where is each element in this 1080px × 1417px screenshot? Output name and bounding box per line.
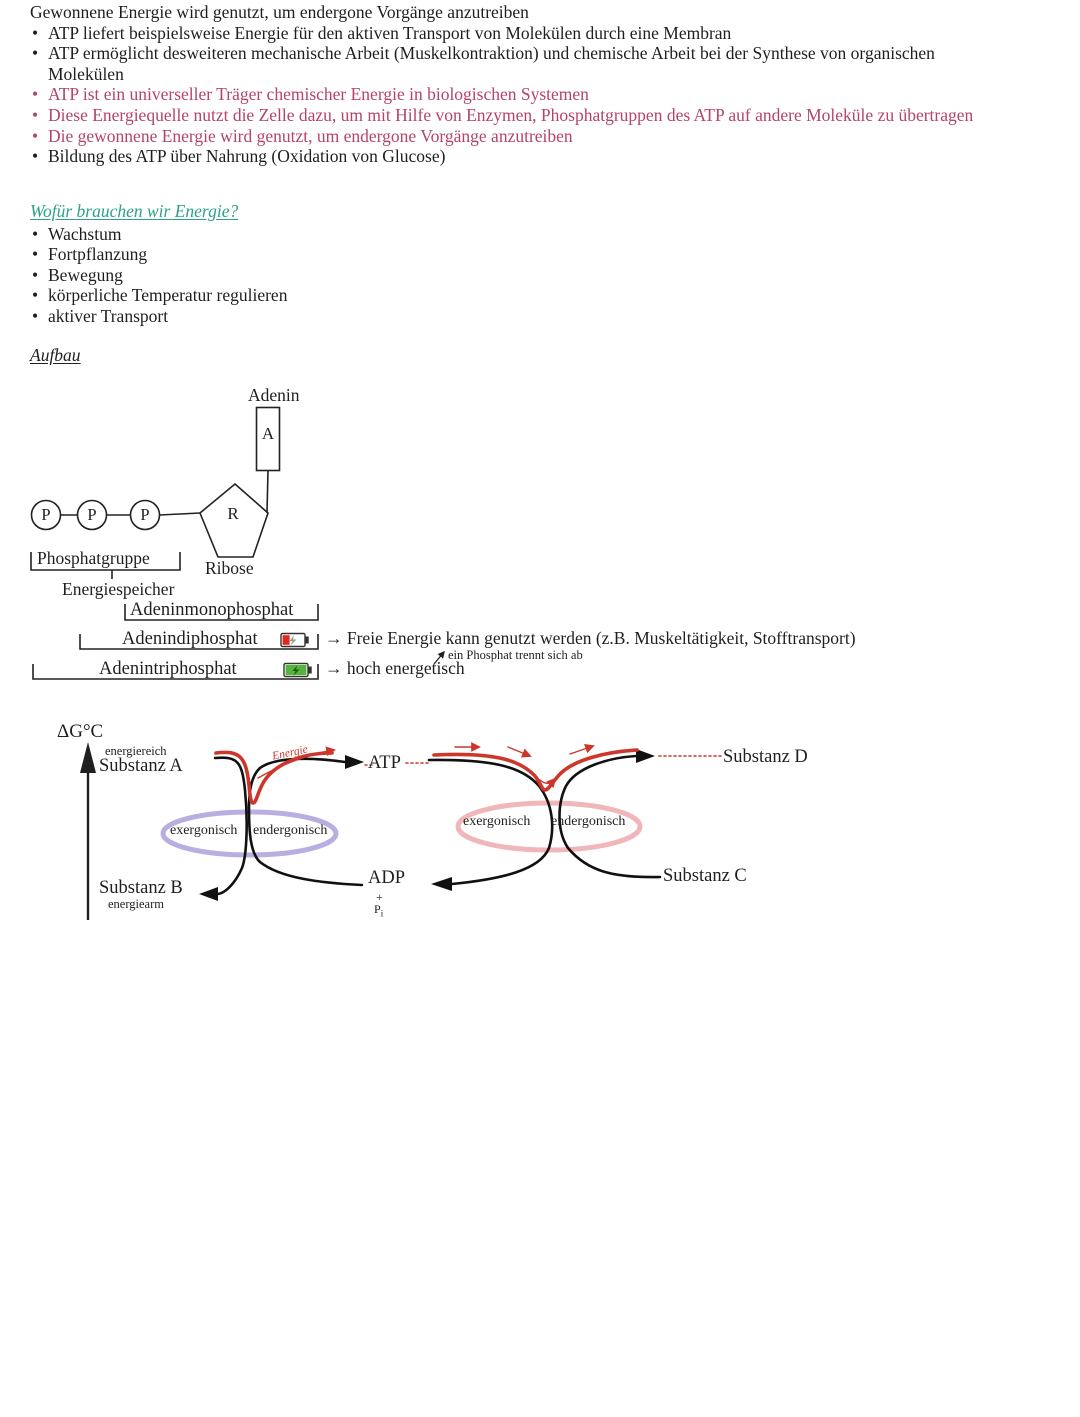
adp-note: → Freie Energie kann genutzt werden (z.B. Muskeltätigkeit, Stofftransport) xyxy=(325,628,856,648)
endergonisch-label-right: endergonisch xyxy=(551,814,626,829)
bullet-item xyxy=(30,23,995,44)
atp-annotation: ein Phosphat trennt sich ab xyxy=(448,648,583,662)
adp-node-label: ADP xyxy=(368,868,406,888)
bullet-text: Bildung des ATP über Nahrung (Oxidation von Glucose) xyxy=(48,146,446,167)
energie-label: Energie xyxy=(271,743,309,763)
bullet-text: körperliche Temperatur regulieren xyxy=(48,285,288,306)
bullet-text: ATP ermöglicht desweiteren mechanische Arbeit (Muskelkontraktion) und chemische Arbeit bei der Synthese von organischen Molekülen xyxy=(48,43,935,84)
pi-subscript: i xyxy=(380,908,384,919)
arrowhead-substanz-b xyxy=(199,887,218,901)
red-flow-arrow xyxy=(508,747,530,756)
top-text-block xyxy=(30,2,995,167)
dg-axis xyxy=(80,742,96,920)
bullet-text: aktiver Transport xyxy=(48,305,169,326)
arrowhead-atp xyxy=(345,755,364,769)
bullet-marker xyxy=(32,146,38,167)
substanz-a-label: Substanz A xyxy=(99,756,183,776)
bullet-text: Bewegung xyxy=(48,264,123,285)
battery-full-icon xyxy=(284,664,312,677)
bullet-marker xyxy=(32,43,38,64)
energiereich-label: energiereich xyxy=(105,744,167,758)
bullet-marker xyxy=(32,84,38,105)
pi-label xyxy=(374,902,383,918)
energiearm-label: energiearm xyxy=(108,897,164,911)
phosphate-ribose-bond xyxy=(160,513,201,515)
bullet-item xyxy=(30,224,995,245)
bullet-marker xyxy=(32,105,38,126)
adp-label: Adenindiphosphat xyxy=(122,629,258,649)
bullet-item xyxy=(30,146,995,167)
dg-axis-label: ΔG°C xyxy=(57,721,104,742)
energiespeicher-label: Energiespeicher xyxy=(62,579,175,599)
bullet-text: Fortpflanzung xyxy=(48,244,148,265)
energy-coupling-diagram xyxy=(0,700,1080,950)
section-heading-energie: Wofür brauchen wir Energie? xyxy=(30,201,239,221)
battery-low-icon xyxy=(281,634,309,647)
bullet-text: Wachstum xyxy=(48,223,122,244)
bullet-marker xyxy=(32,244,38,265)
bullet-item xyxy=(30,43,995,84)
atp-note: → hoch energetisch xyxy=(325,658,465,678)
phosphatgruppe-label: Phosphatgruppe xyxy=(37,548,150,568)
amp-label: Adeninmonophosphat xyxy=(130,600,294,620)
ribose-letter: R xyxy=(227,504,239,523)
substanz-b-label: Substanz B xyxy=(99,878,183,898)
bullet-item xyxy=(30,105,995,126)
bullet-marker xyxy=(32,285,38,306)
atp-label: Adenintriphosphat xyxy=(99,659,237,679)
endergonisch-label-left: endergonisch xyxy=(253,823,328,838)
bullet-marker xyxy=(32,265,38,286)
arrowhead-adp xyxy=(431,877,452,891)
bullet-marker xyxy=(32,126,38,147)
pi-symbol: P xyxy=(374,902,381,916)
bullet-marker xyxy=(32,224,38,245)
phosphate-letter: P xyxy=(87,505,97,524)
bullet-item xyxy=(30,126,995,147)
exergonisch-label-left: exergonisch xyxy=(170,823,238,838)
bullet-text: ATP ist ein universeller Träger chemischer Energie in biologischen Systemen xyxy=(48,84,589,105)
bullet-item xyxy=(30,306,995,327)
bullet-text: ATP liefert beispielsweise Energie für den aktiven Transport von Molekülen durch eine Membran xyxy=(48,22,732,43)
section-heading-aufbau: Aufbau xyxy=(30,345,81,365)
bullet-text: Diese Energiequelle nutzt die Zelle dazu, um mit Hilfe von Enzymen, Phosphatgruppen des ATP auf andere Moleküle zu übertragen xyxy=(48,104,974,125)
bullet-text: Die gewonnene Energie wird genutzt, um endergone Vorgänge anzutreiben xyxy=(48,125,573,146)
red-flow-arrow xyxy=(570,746,593,754)
bullet-item xyxy=(30,285,995,306)
phosphate-letter: P xyxy=(41,505,51,524)
bullet-item xyxy=(30,244,995,265)
energie-fragen-section xyxy=(30,201,995,327)
exergonisch-label-right: exergonisch xyxy=(463,814,531,829)
arrowhead-substanz-d xyxy=(636,749,655,763)
bullet-item xyxy=(30,84,995,105)
bullet-marker xyxy=(32,306,38,327)
intro-line: Gewonnene Energie wird genutzt, um endergone Vorgänge anzutreiben xyxy=(30,2,529,22)
adenin-letter: A xyxy=(261,424,275,443)
substanz-c-label: Substanz C xyxy=(663,866,747,886)
adenin-label: Adenin xyxy=(248,385,300,405)
atp-node-label: ATP xyxy=(368,753,401,773)
adenin-ribose-bond xyxy=(267,471,268,514)
plus-sign: + xyxy=(376,890,383,904)
bullet-item xyxy=(30,265,995,286)
bullet-marker xyxy=(32,23,38,44)
substanz-d-label: Substanz D xyxy=(723,747,808,767)
ribose-label: Ribose xyxy=(205,558,254,578)
phosphate-letter: P xyxy=(140,505,150,524)
